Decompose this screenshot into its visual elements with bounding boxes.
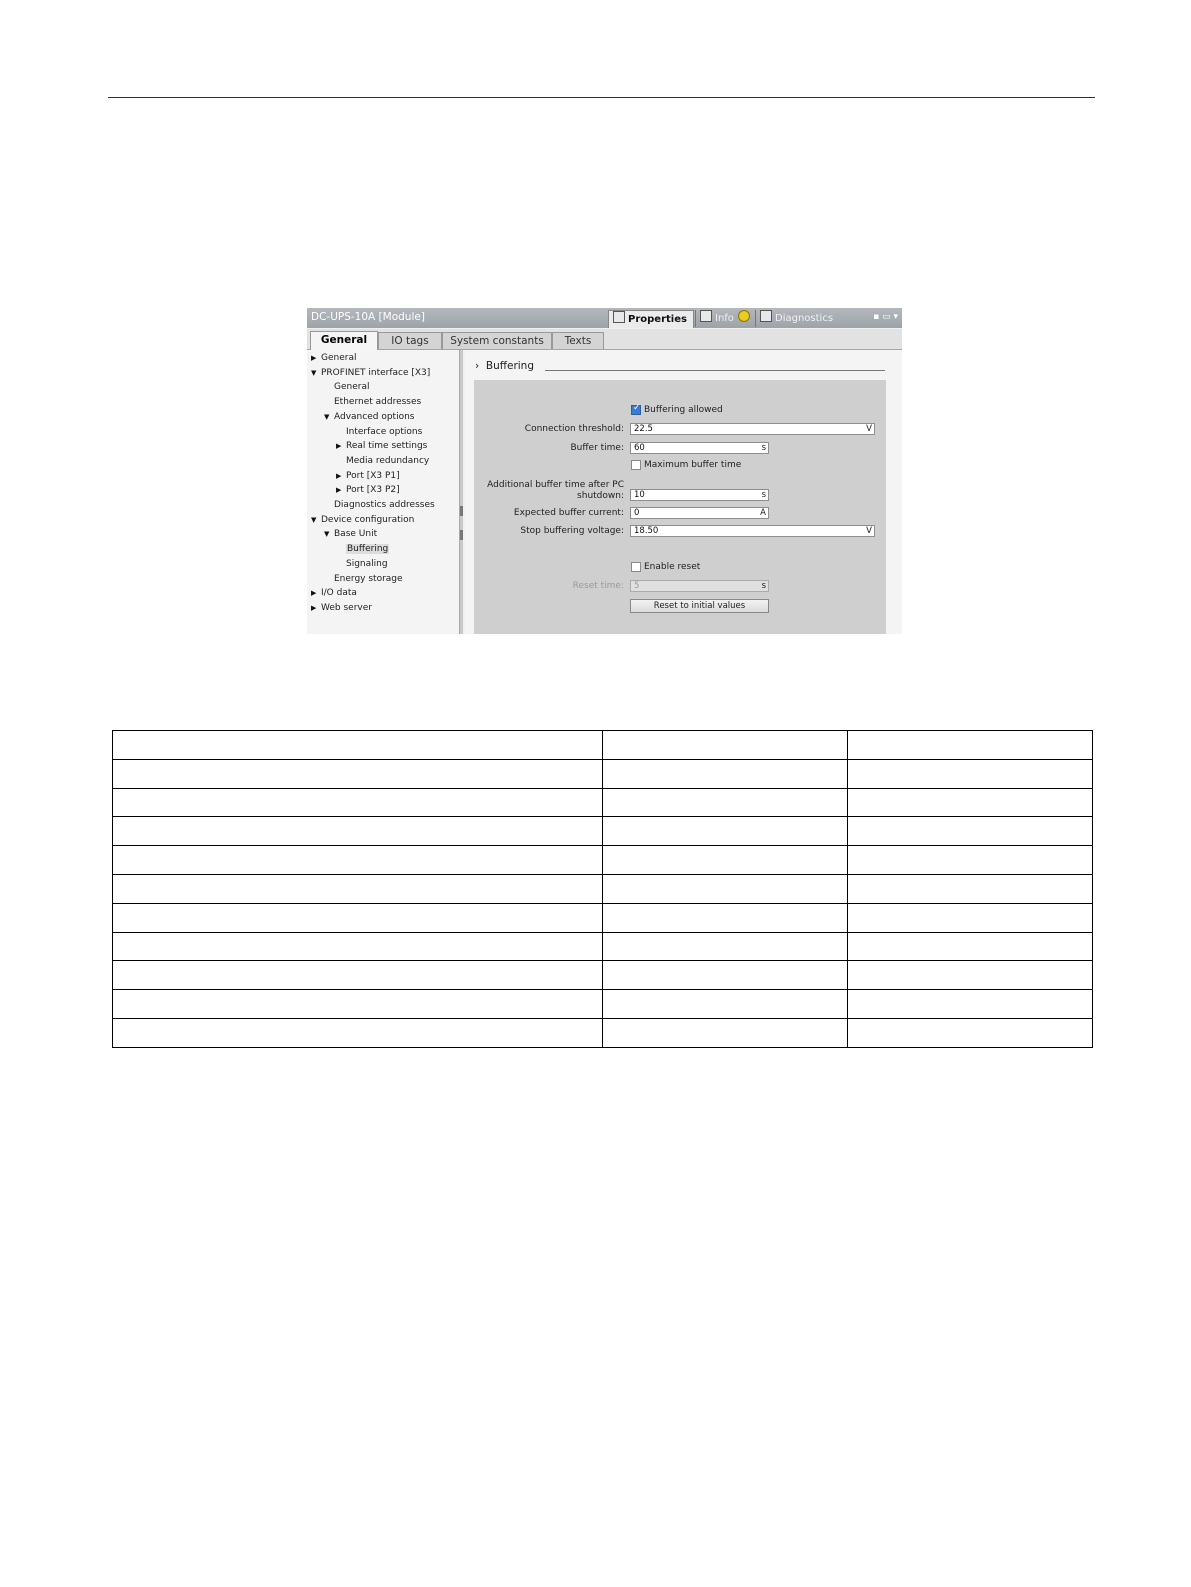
table-cell xyxy=(848,903,1093,932)
table-cell xyxy=(848,731,1093,760)
table-cell xyxy=(848,990,1093,1019)
table-cell xyxy=(113,846,603,875)
buffering-allowed-label: Buffering allowed xyxy=(644,405,723,415)
table-row xyxy=(113,990,1093,1019)
table-cell xyxy=(602,961,848,990)
buffering-group xyxy=(474,380,886,634)
tree-item-general[interactable]: ▶ General xyxy=(311,353,357,363)
tree-item-energy-storage[interactable]: Energy storage xyxy=(334,573,403,584)
table-cell xyxy=(113,759,603,788)
expand-arrow-icon: ▶ xyxy=(336,471,342,480)
table-cell xyxy=(602,759,848,788)
collapse-arrow-icon: ▼ xyxy=(324,412,330,421)
info-tab[interactable]: Info xyxy=(695,310,752,327)
table-cell xyxy=(602,1018,848,1047)
info-icon xyxy=(700,310,712,322)
additional-buffer-time-label-line2: shutdown: xyxy=(577,491,624,501)
connection-threshold-select[interactable]: 22.5 V xyxy=(630,423,875,435)
splitter[interactable] xyxy=(459,350,463,634)
connection-threshold-label: Connection threshold: xyxy=(524,424,624,434)
tree-item-interface-general[interactable]: General xyxy=(334,382,370,393)
tab-general[interactable]: General xyxy=(310,331,378,350)
tree-item-io-data[interactable]: ▶ I/O data xyxy=(311,588,357,599)
table-row xyxy=(113,759,1093,788)
table-cell xyxy=(602,874,848,903)
section-title: Buffering xyxy=(485,360,534,372)
table-cell xyxy=(848,1018,1093,1047)
expand-arrow-icon: ▶ xyxy=(311,354,317,362)
table-cell xyxy=(848,817,1093,846)
section-divider xyxy=(545,370,885,371)
section-arrow-icon: › xyxy=(475,360,480,372)
table-row xyxy=(113,932,1093,961)
inspector-titlebar xyxy=(307,308,902,328)
table-row xyxy=(113,903,1093,932)
table-cell xyxy=(602,817,848,846)
tree-item-signaling[interactable]: Signaling xyxy=(346,558,388,569)
tree-item-real-time-settings[interactable]: ▶ Real time settings xyxy=(336,441,428,452)
table-cell xyxy=(113,1018,603,1047)
header-rule xyxy=(108,97,1095,98)
table-cell xyxy=(113,817,603,846)
table-cell xyxy=(602,788,848,817)
properties-window xyxy=(307,308,902,634)
table-cell xyxy=(848,846,1093,875)
table-cell xyxy=(848,961,1093,990)
table-cell xyxy=(602,846,848,875)
collapse-arrow-icon: ▼ xyxy=(311,368,317,377)
collapse-arrow-icon: ▼ xyxy=(324,530,330,539)
table-cell xyxy=(113,903,603,932)
table-cell xyxy=(113,932,603,961)
table-row xyxy=(113,1018,1093,1047)
tree-item-ethernet-addresses[interactable]: Ethernet addresses xyxy=(334,397,422,408)
tree-item-port-x3-p2[interactable]: ▶ Port [X3 P2] xyxy=(336,485,400,496)
table-cell xyxy=(113,874,603,903)
buffer-time-label: Buffer time: xyxy=(570,443,624,453)
reset-to-initial-values-button[interactable]: Reset to initial values xyxy=(630,599,769,613)
table-cell xyxy=(113,731,603,760)
table-row xyxy=(113,731,1093,760)
tree-item-diagnostics-addresses[interactable]: Diagnostics addresses xyxy=(334,500,435,510)
reset-time-label: Reset time: xyxy=(572,581,624,591)
settings-pane xyxy=(465,350,902,634)
collapse-right-icon[interactable] xyxy=(460,530,463,540)
tree-item-port-x3-p1[interactable]: ▶ Port [X3 P1] xyxy=(336,470,400,481)
table-row xyxy=(113,874,1093,903)
expand-arrow-icon: ▶ xyxy=(336,486,342,495)
maximum-buffer-time-checkbox[interactable] xyxy=(631,460,641,470)
properties-tab[interactable]: Properties xyxy=(608,310,694,328)
tree-item-interface-options[interactable]: Interface options xyxy=(346,426,423,437)
collapse-left-icon[interactable] xyxy=(460,506,463,516)
window-controls[interactable]: ▪ ▭ ▾ xyxy=(873,312,898,322)
collapse-arrow-icon: ▼ xyxy=(311,515,317,524)
section-header[interactable] xyxy=(475,360,534,372)
navigation-tree xyxy=(307,350,460,634)
tab-io-tags[interactable]: IO tags xyxy=(378,332,442,349)
table-cell xyxy=(113,990,603,1019)
additional-buffer-time-input[interactable]: 10 s xyxy=(630,489,769,501)
expected-buffer-current-input[interactable]: 0 A xyxy=(630,507,769,519)
warning-icon xyxy=(738,310,750,322)
tab-system-constants[interactable]: System constants xyxy=(442,332,552,349)
table-cell xyxy=(602,990,848,1019)
diagnostics-tab[interactable]: Diagnostics xyxy=(755,310,846,327)
diagnostics-icon xyxy=(760,310,772,322)
buffering-allowed-checkbox[interactable] xyxy=(631,405,641,415)
tree-item-buffering[interactable]: Buffering xyxy=(347,544,389,555)
maximum-buffer-time-label: Maximum buffer time xyxy=(644,460,742,470)
table-row xyxy=(113,961,1093,990)
table-cell xyxy=(848,932,1093,961)
buffer-time-input[interactable]: 60 s xyxy=(630,442,769,454)
table-cell xyxy=(848,759,1093,788)
table-row xyxy=(113,846,1093,875)
expand-arrow-icon: ▶ xyxy=(311,589,317,598)
expand-arrow-icon: ▶ xyxy=(311,603,317,612)
table-cell xyxy=(602,903,848,932)
expand-arrow-icon: ▶ xyxy=(336,442,342,451)
expected-buffer-current-label: Expected buffer current: xyxy=(513,508,624,518)
stop-buffering-voltage-select[interactable]: 18.50 V xyxy=(630,525,875,537)
reset-time-input: 5 s xyxy=(630,580,769,592)
enable-reset-checkbox[interactable] xyxy=(631,562,641,572)
tree-item-media-redundancy[interactable]: Media redundancy xyxy=(346,455,430,466)
table-cell xyxy=(848,874,1093,903)
tab-texts[interactable]: Texts xyxy=(552,332,604,349)
table-cell xyxy=(848,788,1093,817)
enable-reset-label: Enable reset xyxy=(644,562,701,572)
table-cell xyxy=(113,788,603,817)
tree-item-base-unit[interactable]: ▼ Base Unit xyxy=(324,529,378,540)
additional-buffer-time-label-line1: Additional buffer time after PC xyxy=(487,480,624,490)
table-row xyxy=(113,817,1093,846)
tree-item-device-configuration[interactable]: ▼ Device configuration xyxy=(311,514,415,525)
stop-buffering-voltage-label: Stop buffering voltage: xyxy=(520,526,624,536)
tab-bar xyxy=(307,329,902,350)
module-title: DC-UPS-10A [Module] xyxy=(311,311,425,323)
table-cell xyxy=(602,731,848,760)
table-cell xyxy=(113,961,603,990)
tree-item-advanced-options[interactable]: ▼ Advanced options xyxy=(324,411,415,422)
tree-item-profinet-interface[interactable]: ▼ PROFINET interface [X3] xyxy=(311,367,431,378)
tree-item-web-server[interactable]: ▶ Web server xyxy=(311,602,372,613)
empty-table xyxy=(112,730,1093,1048)
table-row xyxy=(113,788,1093,817)
properties-icon xyxy=(613,311,625,323)
table-cell xyxy=(602,932,848,961)
